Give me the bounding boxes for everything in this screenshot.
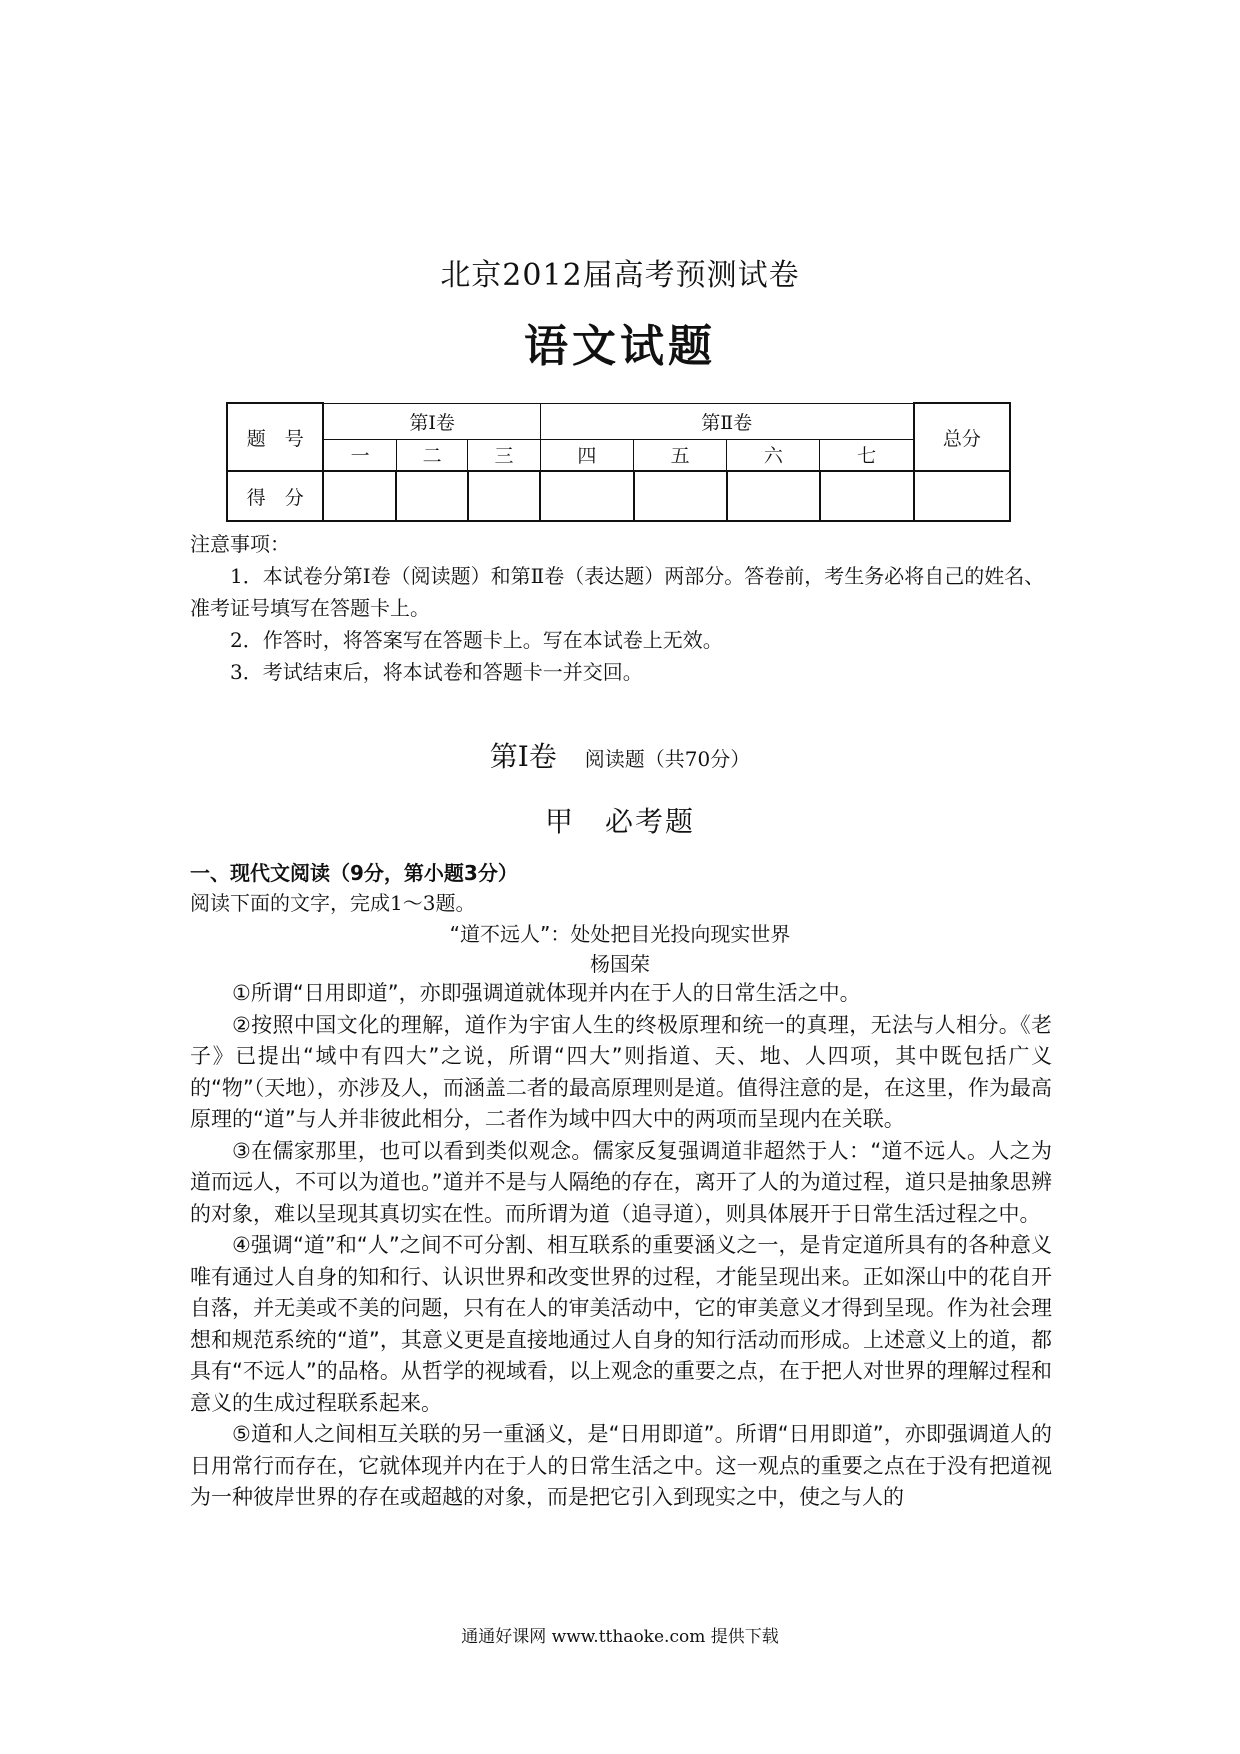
paragraph-4: ④强调“道”和“人”之间不可分割、相互联系的重要涵义之一，是肯定道所具有的各种意义唯有通过人自身的知和行、认识世界和改变世界的过程，才能呈现出来。正如深山中的花自开自落，并无美或不美的问题，只有在人的审美活动中，它的审美意义才得到呈现。作为社会理想和规范系统的“道”，其意义更是直接地通过人自身的知行活动而形成。上述意义上的道，都具有“不远人”的品格。从哲学的视域看，以上观念的重要之点，在于把人对世界的理解过程和意义的生成过程联系起来。	[190, 1233, 1052, 1415]
section-title-main: 第Ⅰ卷	[489, 740, 557, 773]
article-title: “道不远人”：处处把目光投向现实世界	[449, 922, 791, 946]
total-label: 总分	[914, 403, 1010, 471]
question-instruction: 阅读下面的文字，完成1～3题。	[190, 891, 476, 915]
question-heading: 一、现代文阅读（9分，第小题3分）	[190, 861, 518, 885]
score-cell-1	[323, 471, 396, 521]
section-subtitle: 阅读题（共70分）	[584, 747, 751, 771]
score-cell-5	[634, 471, 727, 521]
part-title: 甲 必考题	[544, 805, 695, 838]
article-author: 杨国荣	[590, 952, 650, 976]
paragraph-3: ③在儒家那里，也可以看到类似观念。儒家反复强调道非超然于人：“道不远人。人之为道而远人，不可以为道也。”道并不是与人隔绝的存在，离开了人的为道过程，道只是抽象思辨的对象，难以呈现其真切实在性。而所谓为道（追寻道），则具体展开于日常生活过程之中。	[190, 1138, 1052, 1226]
paragraph-5: ⑤道和人之间相互关联的另一重涵义，是“日用即道”。所谓“日用即道”，亦即强调道人的日用常行而存在，它就体现并内在于人的日常生活之中。这一观点的重要之点在于没有把道视为一种彼岸世界的存在或超越的对象，而是把它引入到现实之中，使之与人的	[190, 1422, 1052, 1509]
score-table	[226, 402, 1011, 522]
score-cell-4	[540, 471, 633, 521]
section-title	[0, 735, 1240, 775]
question-number-label: 题 号	[227, 403, 323, 471]
score-label: 得 分	[227, 471, 323, 521]
notice-item-1: 1．本试卷分第Ⅰ卷（阅读题）和第Ⅱ卷（表达题）两部分。答卷前，考生务必将自己的姓名、准考证号填写在答题卡上。	[190, 564, 1045, 620]
q-col-1: 一	[323, 439, 396, 471]
score-cell-7	[820, 471, 914, 521]
part1-header: 第Ⅰ卷	[323, 403, 540, 439]
q-col-4: 四	[540, 439, 633, 471]
q-col-7: 七	[820, 439, 914, 471]
paragraph-1: ①所谓“日用即道”，亦即强调道就体现并内在于人的日常生活之中。	[232, 981, 861, 1005]
paragraph-2: ②按照中国文化的理解，道作为宇宙人生的终极原理和统一的真理，无法与人相分。《老子》已提出“域中有四大”之说，所谓“四大”则指道、天、地、人四项，其中既包括广义的“物”（天地），亦涉及人，而涵盖二者的最高原理则是道。值得注意的是，在这里，作为最高原理的“道”与人并非彼此相分，二者作为域中四大中的两项而呈现内在关联。	[190, 1012, 1052, 1131]
exam-title: 北京2012届高考预测试卷	[440, 258, 800, 293]
q-col-3: 三	[468, 439, 540, 471]
score-cell-3	[468, 471, 540, 521]
score-cell-6	[727, 471, 820, 521]
notice-heading: 注意事项：	[190, 532, 290, 556]
q-col-5: 五	[634, 439, 727, 471]
score-cell-2	[396, 471, 467, 521]
q-col-6: 六	[727, 439, 820, 471]
notice-item-3: 3．考试结束后，将本试卷和答题卡一并交回。	[230, 660, 643, 684]
score-cell-total	[914, 471, 1010, 521]
part2-header: 第Ⅱ卷	[540, 403, 913, 439]
article-body	[190, 978, 1052, 1514]
subject-title: 语文试题	[524, 321, 716, 372]
footer-credit: 通通好课网 www.tthaoke.com 提供下载	[461, 1627, 779, 1647]
q-col-2: 二	[396, 439, 467, 471]
notice-item-2: 2．作答时，将答案写在答题卡上。写在本试卷上无效。	[230, 628, 723, 652]
